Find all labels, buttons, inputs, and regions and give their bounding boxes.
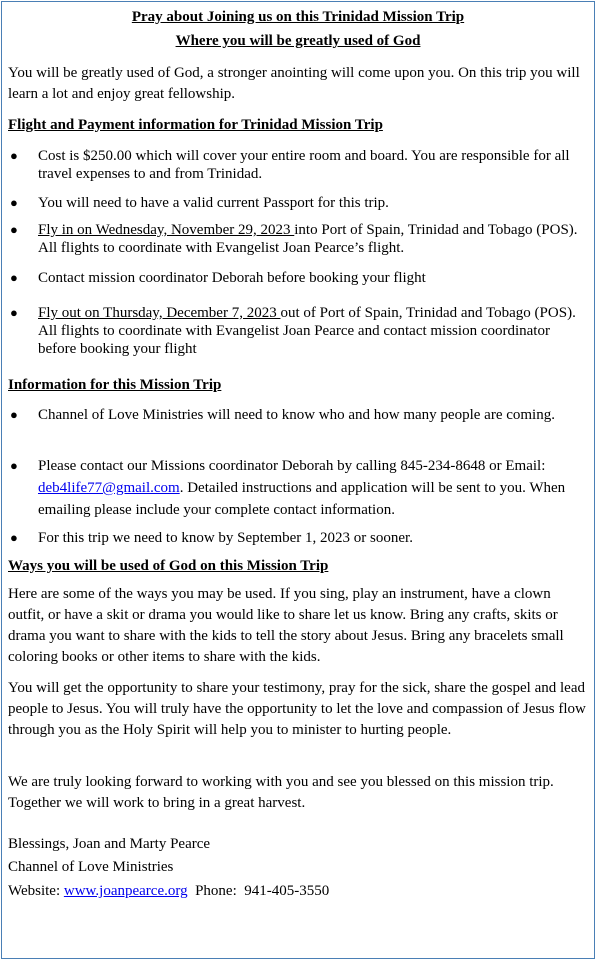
website-label: Website: bbox=[8, 883, 64, 899]
bullet-icon: ● bbox=[10, 195, 18, 210]
fly-in-date: Fly in on Wednesday, November 29, 2023 bbox=[38, 222, 295, 238]
bullet-icon: ● bbox=[10, 305, 18, 320]
signature-contact bbox=[8, 880, 329, 903]
fly-out-date: Fly out on Thursday, December 7, 2023 bbox=[38, 305, 281, 321]
fly-out-text: out of Port of Spain, Trinidad and Tobago (POS). All flights to coordinate with Evangelist Joan Pearce and contact mission coordinator before booking your flight bbox=[38, 305, 576, 357]
signature-names: Blessings, Joan and Marty Pearce bbox=[8, 836, 211, 852]
cost-text: Cost is $250.00 which will cover your entire room and board. You are responsible for all travel expenses to and from Trinidad. bbox=[38, 148, 570, 182]
bullet-icon: ● bbox=[10, 270, 18, 285]
bullet-icon: ● bbox=[10, 222, 18, 237]
website-link[interactable]: www.joanpearce.org bbox=[63, 883, 188, 899]
flight-heading: Flight and Payment information for Trinidad Mission Trip bbox=[8, 117, 383, 133]
email-link[interactable]: deb4life77@gmail.com bbox=[38, 480, 180, 496]
deadline-text: For this trip we need to know by September 1, 2023 or sooner. bbox=[38, 530, 413, 546]
info-heading: Information for this Mission Trip bbox=[8, 377, 222, 393]
page-subtitle: Where you will be greatly used of God bbox=[175, 33, 421, 49]
know-text: Channel of Love Ministries will need to know who and how many people are coming. bbox=[38, 407, 555, 423]
contact-text-end: . Detailed instructions and application will be sent to you. When emailing please include your complete contact information. bbox=[38, 480, 566, 518]
contact-text: Please contact our Missions coordinator Deborah by calling 845-234-8648 or Email: bbox=[38, 458, 546, 474]
ways-heading: Ways you will be used of God on this Mission Trip bbox=[8, 558, 329, 574]
list-item bbox=[2, 221, 588, 257]
flyer-page bbox=[1, 1, 595, 959]
list-item bbox=[2, 269, 588, 287]
list-item bbox=[2, 455, 588, 521]
passport-text: You will need to have a valid current Passport for this trip. bbox=[38, 195, 389, 211]
list-item bbox=[2, 529, 588, 547]
fly-in-text: into Port of Spain, Trinidad and Tobago (POS). All flights to coordinate with Evangelist Joan Pearce’s flight. bbox=[38, 222, 578, 256]
phone-text: Phone: 941-405-3550 bbox=[187, 883, 330, 899]
list-item bbox=[2, 304, 588, 358]
list-item bbox=[2, 404, 588, 426]
bullet-icon: ● bbox=[10, 407, 18, 422]
page-title: Pray about Joining us on this Trinidad Mission Trip bbox=[131, 9, 465, 25]
bullet-icon: ● bbox=[10, 148, 18, 163]
list-item bbox=[2, 147, 588, 183]
ways-paragraph-3: We are truly looking forward to working with you and see you blessed on this mission trip. Together we will work to bring in a great harvest. bbox=[8, 774, 554, 811]
bullet-icon: ● bbox=[10, 530, 18, 545]
signature-org: Channel of Love Ministries bbox=[8, 859, 174, 875]
list-item bbox=[2, 194, 588, 212]
ways-paragraph-1: Here are some of the ways you may be used. If you sing, play an instrument, have a clown outfit, or have a skit or drama you would like to share let us know. Bring any crafts, skits or drama you want to share with the kids to tell the story about Jesus. Bring any bracelets small coloring books or other items to share with the kids. bbox=[8, 586, 564, 665]
ways-paragraph-2: You will get the opportunity to share your testimony, pray for the sick, share the gospel and lead people to Jesus. You will truly have the opportunity to let the love and compassion of Jesus flow through you as the Holy Spirit will help you to minister to hurting people. bbox=[8, 680, 586, 738]
contact-coordinator-text: Contact mission coordinator Deborah before booking your flight bbox=[38, 270, 426, 286]
intro-paragraph: You will be greatly used of God, a stronger anointing will come upon you. On this trip you will learn a lot and enjoy great fellowship. bbox=[8, 65, 580, 102]
bullet-icon: ● bbox=[10, 458, 18, 473]
